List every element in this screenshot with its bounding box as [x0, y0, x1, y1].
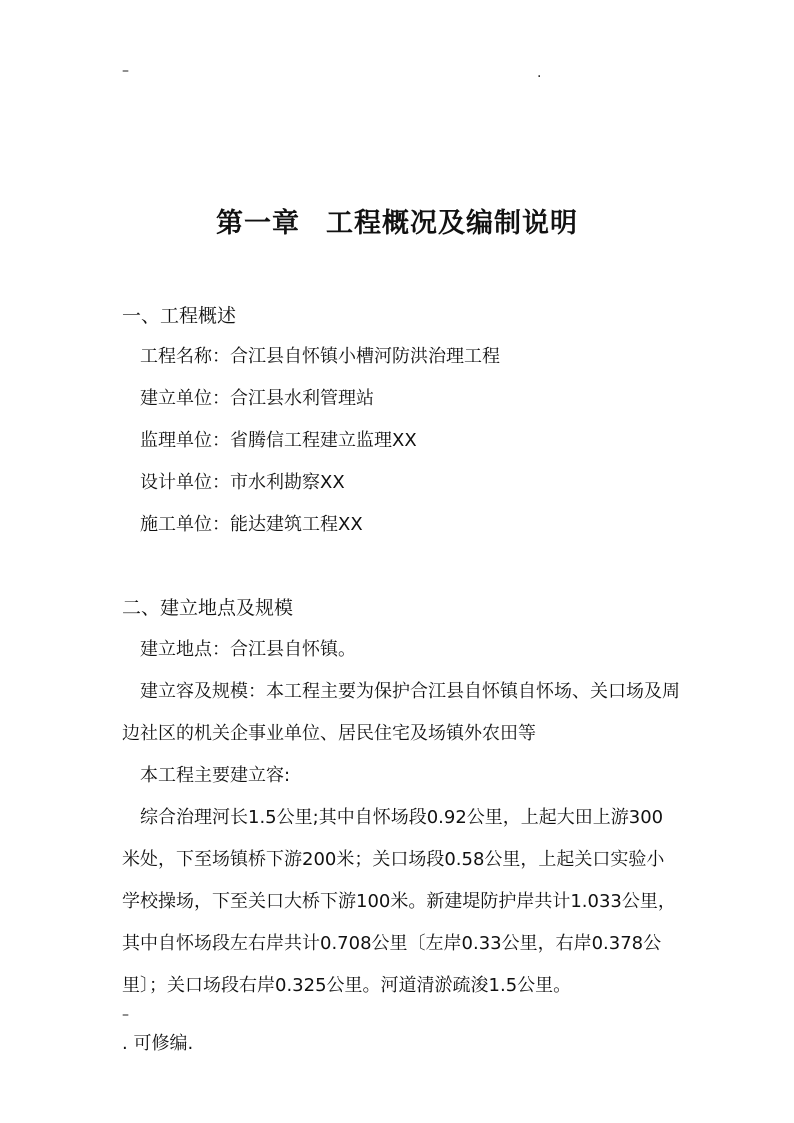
paragraph-line-2: 米处，下至场镇桥下游200米；关口场段0.58公里，上起关口实验小 — [122, 849, 665, 870]
chapter-number: 第一章 — [216, 208, 300, 239]
paragraph-line-3: 学校操场，下至关口大桥下游100米。新建堤防护岸共计1.033公里， — [122, 891, 676, 912]
header-left-mark: – — [122, 63, 129, 79]
paragraph-line-5: 里〕；关口场段右岸0.325公里。河道清淤疏浚1.5公里。 — [122, 975, 572, 996]
project-name: 工程名称：合江县自怀镇小槽河防洪治理工程 — [140, 346, 500, 367]
construction-location: 建立地点：合江县自怀镇。 — [140, 639, 356, 660]
scope-line-2: 边社区的机关企事业单位、居民住宅及场镇外农田等 — [122, 723, 536, 744]
footer-note: . 可修编. — [122, 1033, 194, 1054]
footer-dash: – — [122, 1007, 129, 1023]
scope-line-1: 建立容及规模：本工程主要为保护合江县自怀镇自怀场、关口场及周 — [140, 681, 680, 702]
main-content-heading: 本工程主要建立容: — [140, 765, 291, 786]
chapter-name: 工程概况及编制说明 — [326, 208, 578, 239]
construction-unit: 建立单位：合江县水利管理站 — [140, 388, 374, 409]
chapter-title — [0, 206, 794, 242]
header-right-mark: . — [537, 65, 542, 81]
paragraph-line-4: 其中自怀场段左右岸共计0.708公里〔左岸0.33公里，右岸0.378公 — [122, 933, 662, 954]
section-heading-overview: 一、工程概述 — [122, 305, 237, 327]
supervision-unit: 监理单位：省腾信工程建立监理XX — [140, 430, 417, 451]
builder-unit: 施工单位：能达建筑工程XX — [140, 514, 363, 535]
section-heading-location: 二、建立地点及规模 — [122, 597, 294, 619]
paragraph-line-1: 综合治理河长1.5公里;其中自怀场段0.92公里，上起大田上游300 — [140, 807, 664, 828]
design-unit: 设计单位：市水利勘察XX — [140, 472, 345, 493]
